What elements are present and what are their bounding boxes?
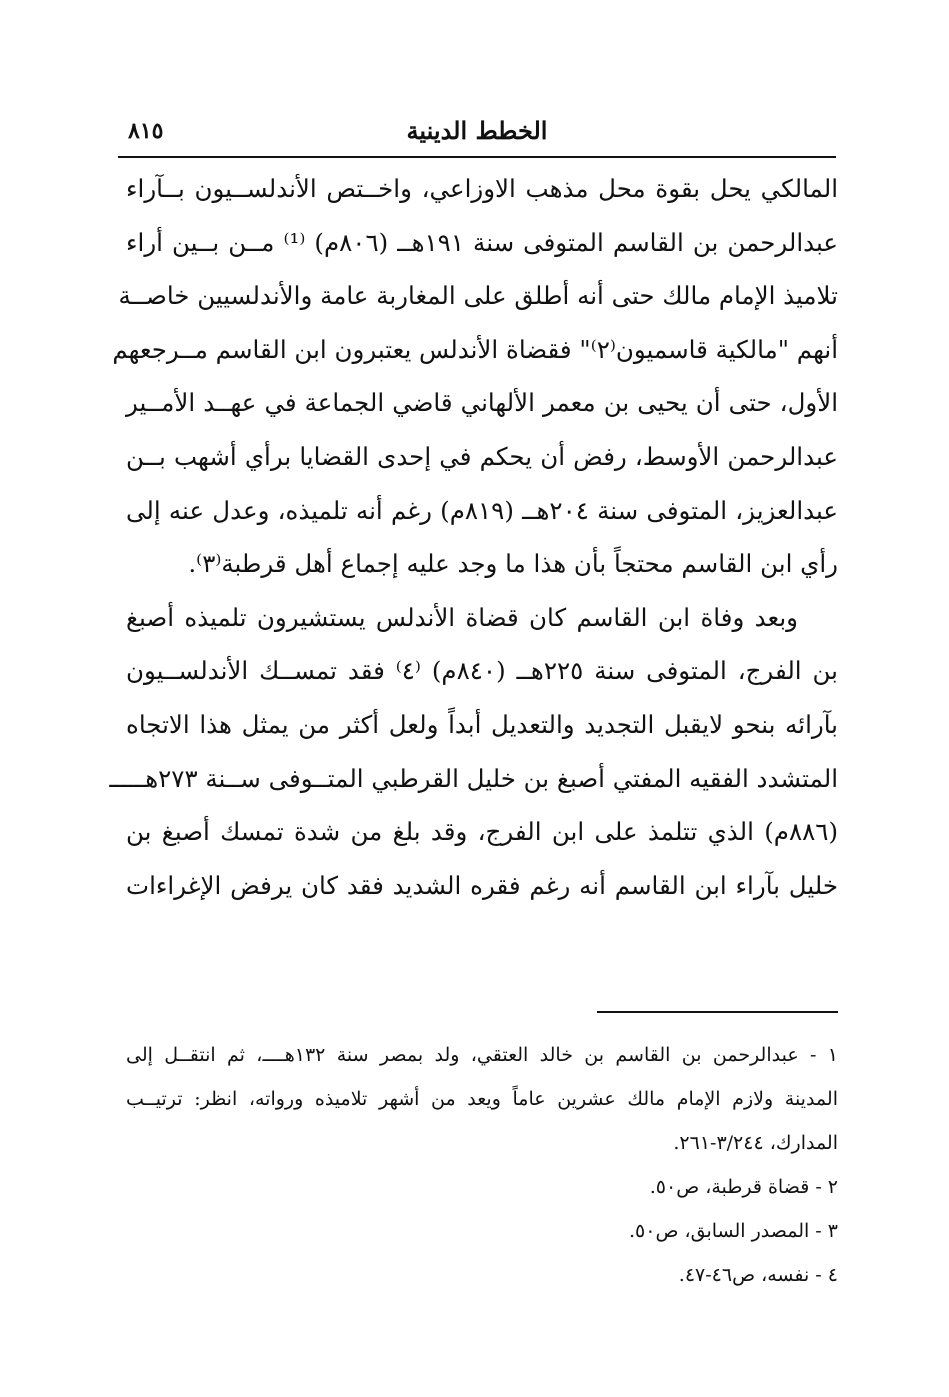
footnote-line: المدارك، ٣/٢٤٤-٢٦١. [673, 1132, 838, 1154]
paragraph-2 [109, 591, 838, 913]
footnote-rule [597, 1011, 838, 1013]
body-line: وبعد وفاة ابن القاسم كان قضاة الأندلس يستشيرون تلميذه أصبغ [126, 602, 798, 632]
footnote-line: ١ - عبدالرحمن بن القاسم بن خالد العتقي، ولد بمصر سنة ١٣٢هــــ، ثم انتقــل إلى [126, 1044, 838, 1066]
footnote-line: المدينة ولازم الإمام مالك عشرين عاماً ويعد من أشهر تلاميذه ورواته، انظر: ترتيــب [126, 1088, 838, 1110]
footnotes [126, 1033, 838, 1297]
body-line: (٨٨٦م) الذي تتلمذ على ابن الفرج، وقد بلغ من شدة تمسك أصبغ بن [126, 817, 838, 847]
page-number: ٨١٥ [128, 118, 164, 144]
body-line: بآرائه بنحو لايقبل التجديد والتعديل أبداً ولعل أكثر من يمثل هذا الاتجاه [126, 709, 838, 739]
body-line: المالكي يحل بقوة محل مذهب الاوزاعي، واخــتص الأندلســيون بــآراء [126, 174, 838, 203]
body-line: أنهم "مالكية قاسميون⁽٢⁾" فقضاة الأندلس يعتبرون ابن القاسم مــرجعهم [112, 334, 838, 364]
body-text [109, 162, 838, 912]
body-line: خليل بآراء ابن القاسم أنه رغم فقره الشديد فقد كان يرفض الإغراءات [126, 870, 838, 900]
footnote-line: ٣ - المصدر السابق، ص٥٠. [629, 1220, 838, 1242]
footnote-line: ٢ - قضاة قرطبة، ص٥٠. [649, 1176, 838, 1198]
body-line: عبدالرحمن الأوسط، رفض أن يحكم في إحدى القضايا برأي أشهب بــن [126, 441, 838, 471]
running-title: الخطط الدينية [406, 116, 548, 145]
footnote-line: ٤ - نفسه، ص٤٦-٤٧. [678, 1264, 838, 1286]
body-line: عبدالعزيز، المتوفى سنة ٢٠٤هــ (٨١٩م) رغم أنه تلميذه، وعدل عنه إلى [126, 495, 838, 525]
body-line: عبدالرحمن بن القاسم المتوفى سنة ١٩١هــ (٨٠٦م) ⁽¹⁾ مــن بــين أراء [126, 227, 838, 257]
page-header [118, 112, 836, 154]
body-line: المتشدد الفقيه المفتي أصبغ بن خليل القرطبي المتــوفى ســنة ٢٧٣هـــــ [109, 763, 838, 793]
paragraph-1 [112, 162, 838, 591]
header-rule [118, 156, 836, 158]
body-line: بن الفرج، المتوفى سنة ٢٢٥هــ (٨٤٠م) ⁽٤⁾ فقد تمســك الأندلســيون [126, 656, 838, 686]
body-line: رأي ابن القاسم محتجاً بأن هذا ما وجد عليه إجماع أهل قرطبة⁽٣⁾. [188, 549, 838, 579]
body-line: تلاميذ الإمام مالك حتى أنه أطلق على المغاربة عامة والأندلسيين خاصــة [118, 281, 838, 311]
body-line: الأول، حتى أن يحيى بن معمر الألهاني قاضي الجماعة في عهــد الأمــير [126, 388, 838, 418]
